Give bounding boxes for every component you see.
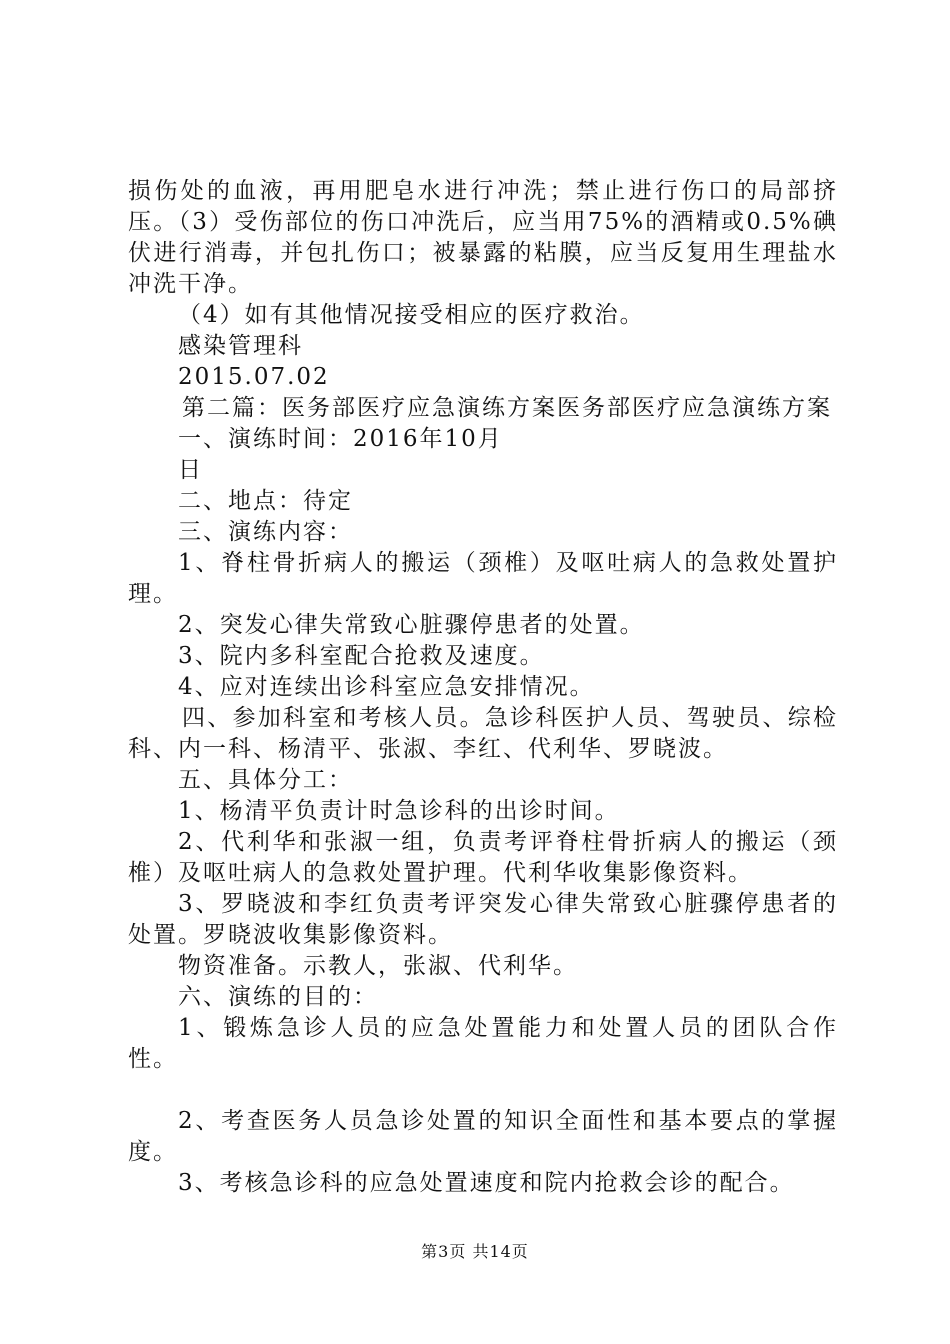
signature-date: 2015.07.02 [178, 364, 330, 390]
purpose-item: 1、锻炼急诊人员的应急处置能力和处置人员的团队合作性。 [128, 1015, 838, 1072]
materials-paragraph: 物资准备。示教人，张淑、代利华。 [178, 953, 578, 979]
drill-time: 一、演练时间：2016年10月 [178, 426, 503, 452]
paragraph-treatment: （4）如有其他情况接受相应的医疗救治。 [178, 302, 645, 328]
blank-line [128, 1075, 838, 1106]
section-title: 第二篇：医务部医疗应急演练方案医务部医疗应急演练方案 [182, 395, 832, 421]
participants-paragraph: 四、参加科室和考核人员。急诊科医护人员、驾驶员、综检科、内一科、杨清平、张淑、李红、代利华、罗晓波。 [128, 705, 838, 762]
drill-content-item: 2、突发心律失常致心脏骤停患者的处置。 [178, 612, 645, 638]
drill-content-heading: 三、演练内容： [178, 519, 353, 545]
drill-content-item: 3、院内多科室配合抢救及速度。 [178, 643, 545, 669]
division-item: 3、罗晓波和李红负责考评突发心律失常致心脏骤停患者的处置。罗晓波收集影像资料。 [128, 891, 838, 948]
purpose-heading: 六、演练的目的： [178, 984, 378, 1010]
division-item: 1、杨清平负责计时急诊科的出诊时间。 [178, 798, 620, 824]
page-number-footer: 第3页 共14页 [421, 1242, 529, 1261]
division-heading: 五、具体分工： [178, 767, 353, 793]
drill-location: 二、地点：待定 [178, 488, 353, 514]
drill-content-item: 1、脊柱骨折病人的搬运（颈椎）及呕吐病人的急救处置护理。 [128, 550, 838, 607]
purpose-item: 2、考查医务人员急诊处置的知识全面性和基本要点的掌握度。 [128, 1108, 838, 1165]
drill-time-day: 日 [178, 457, 203, 483]
paragraph-wound-care: 损伤处的血液，再用肥皂水进行冲洗；禁止进行伤口的局部挤压。（3）受伤部位的伤口冲洗后，应当用75%的酒精或0.5%碘伏进行消毒，并包扎伤口；被暴露的粘膜，应当反复用生理盐水冲洗干净。 [128, 178, 838, 297]
department-signature: 感染管理科 [178, 333, 303, 359]
purpose-item: 3、考核急诊科的应急处置速度和院内抢救会诊的配合。 [178, 1170, 795, 1196]
drill-content-item: 4、应对连续出诊科室应急安排情况。 [178, 674, 595, 700]
division-item: 2、代利华和张淑一组，负责考评脊柱骨折病人的搬运（颈椎）及呕吐病人的急救处置护理。代利华收集影像资料。 [128, 829, 838, 886]
document-body [128, 176, 838, 1199]
